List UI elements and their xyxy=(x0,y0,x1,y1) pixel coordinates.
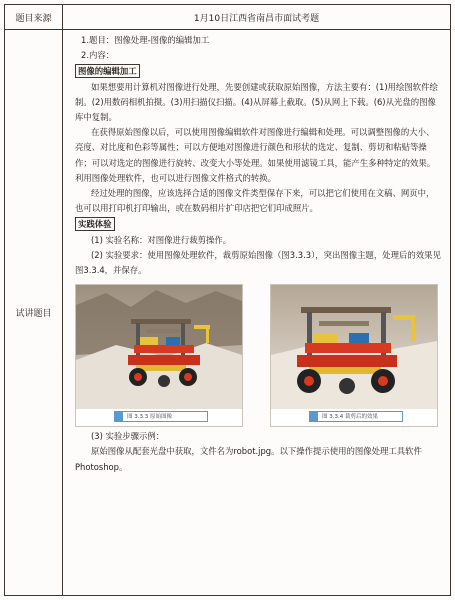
header-row xyxy=(5,5,451,30)
section-heading-editing: 图像的编辑加工 xyxy=(75,64,140,78)
paragraph-acquire: 如果想要用计算机对图像进行处理，先要创建或获取原始图像，方法主要有：(1)用绘图软件绘制。(2)用数码相机拍摄。(3)用扫描仪扫描。(4)从屏幕上截取。(5)从网上下载。(6)从光盘的图像库中复制。 xyxy=(75,81,438,123)
figure-caption-original: 图 3.3.3 原始图像 xyxy=(114,411,208,422)
question-table xyxy=(4,4,451,596)
paragraph-edit: 在获得原始图像以后，可以使用图像编辑软件对图像进行编辑和处理。可以调整图像的大小、亮度、对比度和色彩等属性；可以方便地对图像进行颜色和形状的选定、复制、剪切和粘贴等操作；可以对选定的图像进行旋转、改变大小等处理。如果使用滤镜工具，能产生多种特定的效果。利用图像处理软件，也可以进行图像文件格式的转换。 xyxy=(75,127,436,183)
figure-cropped-image xyxy=(270,284,438,427)
topic-content xyxy=(63,30,451,596)
paragraph-save: 经过处理的图像，应该选择合适的图像文件类型保存下来，可以把它们使用在文稿、网页中，也可以用打印机打印输出，或在数码相片扩印店把它们印成照片。 xyxy=(75,188,435,214)
practice-item-name: (1) 实验名称：对图像进行裁剪操作。 xyxy=(91,234,232,245)
source-label: 题目来源 xyxy=(5,5,63,30)
figure-row xyxy=(75,284,438,427)
paragraph-steps-intro: 原始图像从配套光盘中获取，文件名为robot.jpg。以下操作提示使用的图像处理工具软件Photoshop。 xyxy=(75,446,422,472)
robot-photo-cropped xyxy=(271,285,437,426)
figure-original-image xyxy=(75,284,243,427)
section-heading-practice: 实践体验 xyxy=(75,217,115,231)
source-value: 1月10日江西省南昌市面试考题 xyxy=(63,5,451,30)
practice-item-steps: (3) 实验步骤示例： xyxy=(91,431,165,442)
content-row xyxy=(5,30,451,596)
figure-caption-cropped: 图 3.3.4 裁剪后的效果 xyxy=(309,411,403,422)
topic-label: 试讲题目 xyxy=(5,30,63,596)
topic-title-line: 1.题目：图像处理-图像的编辑加工 xyxy=(81,35,210,45)
robot-photo-original xyxy=(76,285,242,426)
practice-item-requirement: (2) 实验要求：使用图像处理软件，裁剪原始图像（图3.3.3），突出图像主题，处理后的效果见图3.3.4，并保存。 xyxy=(75,249,441,276)
topic-content-line: 2.内容： xyxy=(81,50,115,61)
